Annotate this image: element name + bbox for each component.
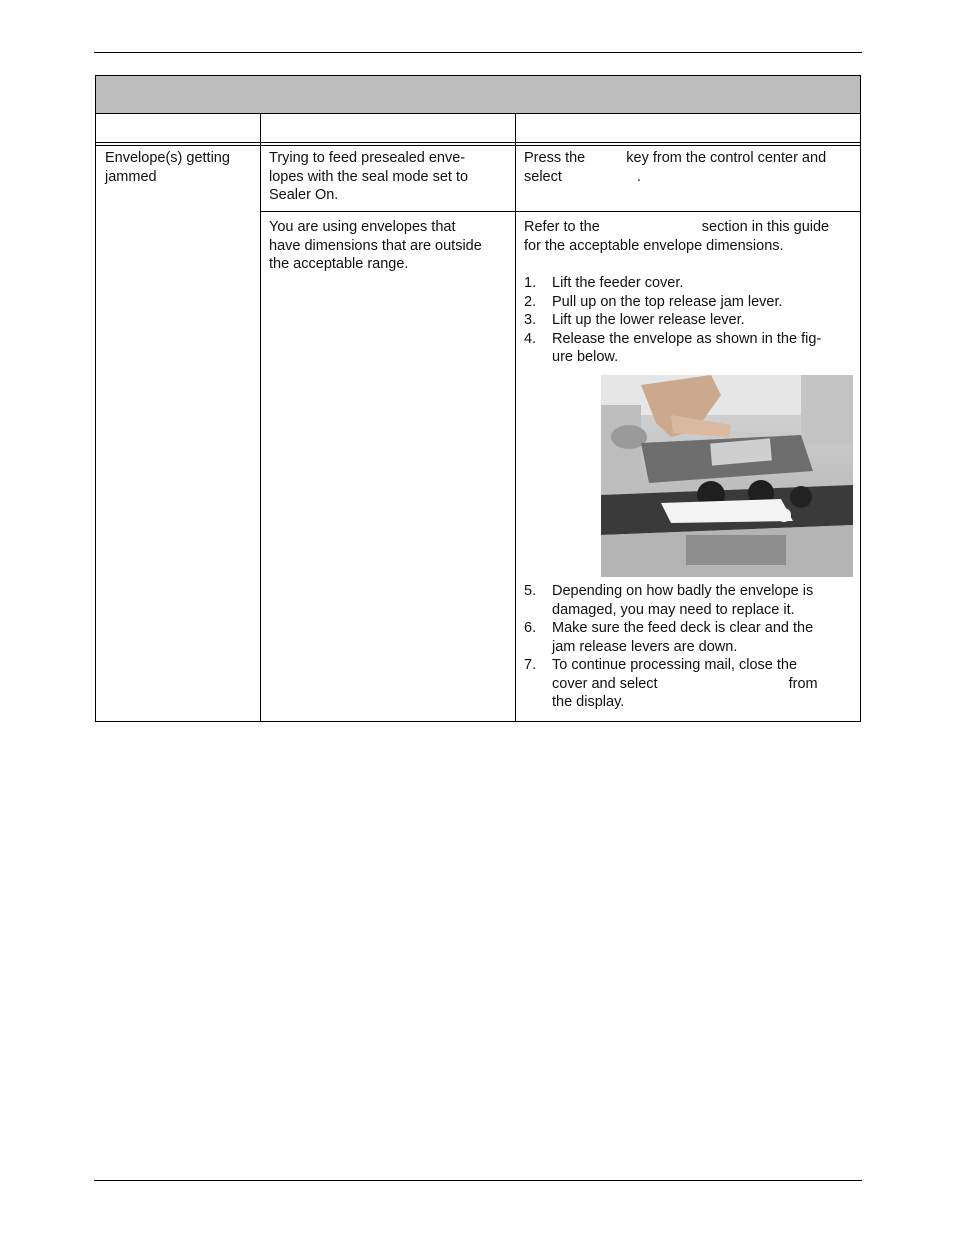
list-item: 1. Lift the feeder cover. [524,275,684,291]
header-rule [94,52,862,53]
list-item: 2. Pull up on the top release jam lever. [524,293,783,310]
solution-text: select [524,168,562,185]
list-item: 5. Depending on how badly the envelope is damaged, you may need to replace it. [524,583,814,618]
column-header-divider-double [95,145,861,146]
list-item: 7. To continue processing mail, close the cover and select from the display. [524,657,818,711]
table-header-divider [95,113,861,114]
cause-cell-1 [269,149,468,205]
cause-line: Trying to feed presealed enve- [269,150,466,166]
cause-line: have dimensions that are outside [269,237,482,254]
steps-list-a [524,274,821,367]
footer-rule [94,1180,862,1181]
column-divider-1 [260,113,261,722]
envelope-jam-photo [601,375,853,577]
table-border-top [95,75,861,76]
solution-text: . [636,168,641,185]
cause-line: lopes with the seal mode set to [269,168,469,185]
table-border-bottom [95,721,861,722]
cause-cell-2 [269,218,482,274]
row-divider [260,211,861,212]
solution-text: key from the control center and [626,150,827,166]
solution-line [524,149,826,168]
solution-line [524,218,829,237]
list-item: 6. Make sure the feed deck is clear and the jam release levers are down. [524,620,814,655]
table-border-right [860,75,861,722]
cause-line: Sealer On. [269,187,339,204]
solution-text: Press the [524,150,586,166]
symptom-cell [105,149,230,186]
symptom-line: jammed [105,168,157,185]
list-item: 3. Lift up the lower release lever. [524,312,745,329]
list-item: 4. Release the envelope as shown in the fig- ure below. [524,330,822,366]
troubleshooting-table [95,75,861,722]
steps-list-b [524,582,813,656]
table-title-band [95,75,861,113]
solution-line: for the acceptable envelope dimensions. [524,237,784,254]
column-divider-2 [515,113,516,722]
table-border-left [95,75,96,722]
solution-cell-1 [524,149,826,186]
solution-intro [524,218,829,255]
column-header-divider [95,142,861,143]
symptom-line: Envelope(s) getting [105,150,230,166]
cause-line: You are using envelopes that [269,219,456,235]
solution-text: Refer to the [524,219,600,235]
steps-list-c [524,656,818,712]
solution-line [524,168,826,187]
cause-line: the acceptable range. [269,256,409,273]
feeder-illustration [601,375,853,577]
solution-text: section in this guide [701,219,830,235]
